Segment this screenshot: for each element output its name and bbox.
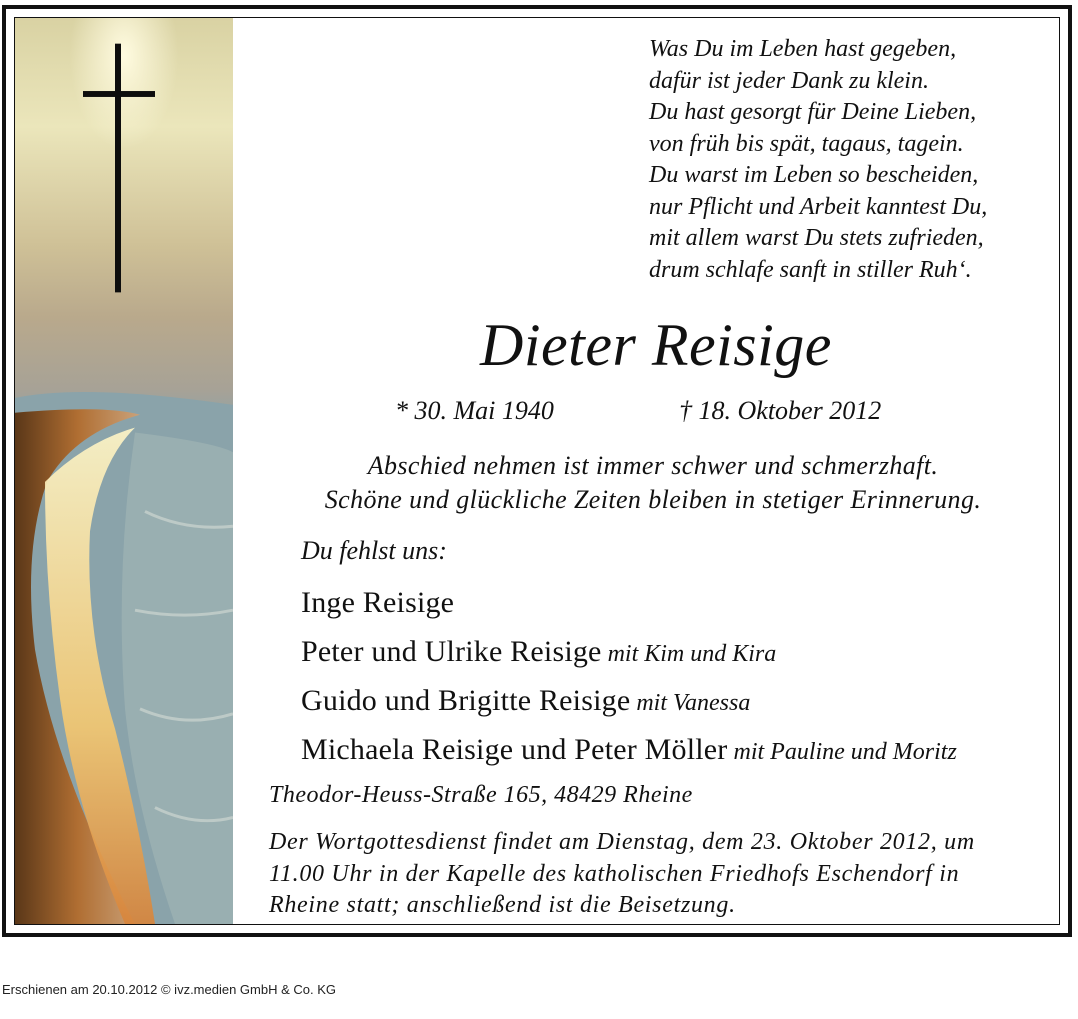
obituary-content xyxy=(233,18,1059,924)
mourner-name: Guido und Brigitte Reisige xyxy=(301,684,631,717)
service-line: 11.00 Uhr in der Kapelle des katholischen Friedhofs Eschendorf in xyxy=(269,860,960,887)
publication-footer: Erschienen am 20.10.2012 © ivz.medien GmbH & Co. KG xyxy=(2,982,337,997)
mourner-row xyxy=(301,583,957,632)
farewell-line: Schöne und glückliche Zeiten bleiben in stetiger Erinnerung. xyxy=(324,485,982,514)
mourners-intro: Du fehlst uns: xyxy=(301,536,447,565)
deceased-name: Dieter Reisige xyxy=(480,312,832,378)
obituary-inner-frame xyxy=(14,17,1060,925)
poem-line: Du hast gesorgt für Deine Lieben, xyxy=(649,99,977,125)
poem-line: Du warst im Leben so bescheiden, xyxy=(649,162,979,188)
obituary-frame xyxy=(2,5,1072,937)
birth-date: * 30. Mai 1940 xyxy=(395,396,554,425)
service-notice xyxy=(269,827,1027,922)
mourner-name: Michaela Reisige und Peter Möller xyxy=(301,733,728,766)
farewell-line: Abschied nehmen ist immer schwer und schmerzhaft. xyxy=(367,451,939,480)
poem-line: von früh bis spät, tagaus, tagein. xyxy=(649,130,964,157)
mourner-row xyxy=(301,681,957,730)
poem-line: nur Pflicht und Arbeit kanntest Du, xyxy=(649,193,988,220)
service-line: Rheine statt; anschließend ist die Beisetzung. xyxy=(269,892,736,918)
family-address: Theodor-Heuss-Straße 165, 48429 Rheine xyxy=(269,782,693,808)
poem-line: Was Du im Leben hast gegeben, xyxy=(649,36,957,62)
mourner-name: Inge Reisige xyxy=(301,586,455,619)
mourner-name: Peter und Ulrike Reisige xyxy=(301,635,602,668)
mourner-companions: mit Pauline und Moritz xyxy=(733,739,957,765)
poem-line: drum schlafe sanft in stiller Ruh‘. xyxy=(649,256,972,283)
poem-line: dafür ist jeder Dank zu klein. xyxy=(649,67,929,94)
mourner-row xyxy=(301,632,957,681)
service-line: Der Wortgottesdienst findet am Dienstag, dem 23. Oktober 2012, um xyxy=(269,829,975,855)
death-date: † 18. Oktober 2012 xyxy=(679,396,882,425)
mourner-companions: mit Vanessa xyxy=(636,690,751,716)
memorial-poem xyxy=(649,34,987,286)
farewell-message xyxy=(233,449,1059,517)
mourner-companions: mit Kim und Kira xyxy=(607,641,777,667)
mourners-list xyxy=(301,583,957,779)
mourner-row xyxy=(301,730,957,779)
sunset-beach-photo xyxy=(15,18,233,924)
poem-line: mit allem warst Du stets zufrieden, xyxy=(649,225,984,251)
